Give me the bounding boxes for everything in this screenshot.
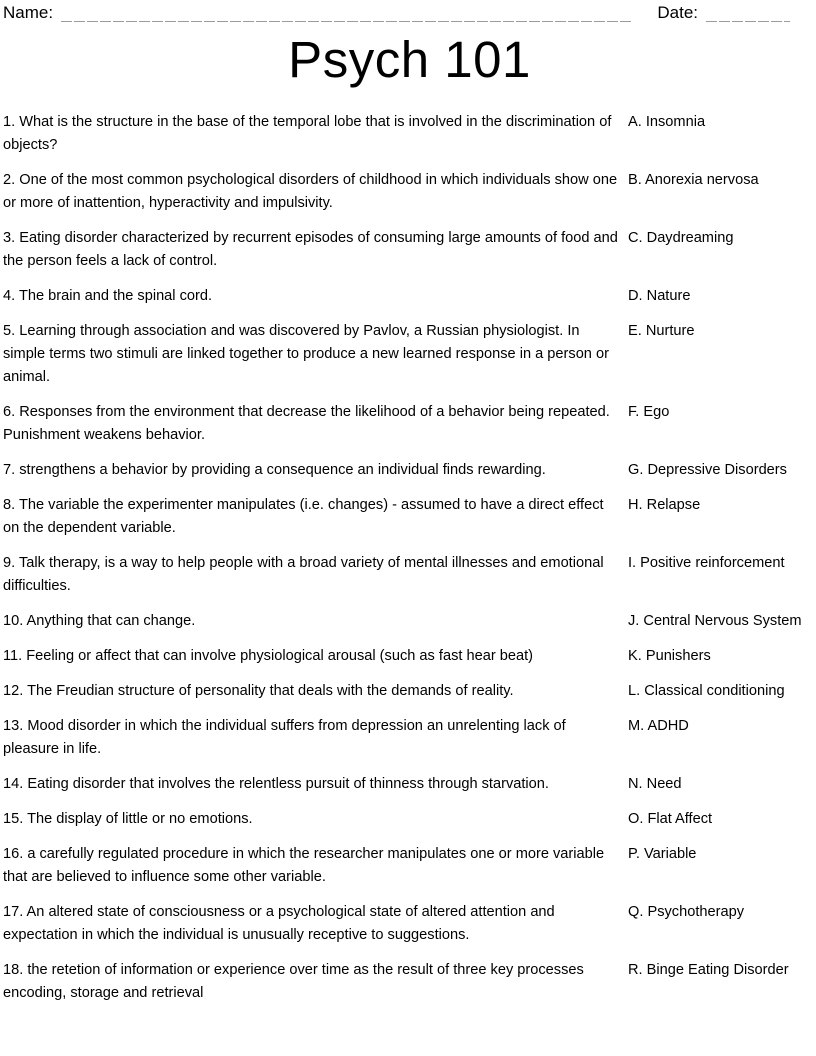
question-text: 13. Mood disorder in which the individual suffers from depression an unrelenting lack of pleasure in life. — [3, 718, 566, 757]
match-row — [3, 552, 816, 598]
match-row — [3, 901, 816, 947]
matching-list — [3, 111, 816, 1005]
answer-option: K. Punishers — [628, 648, 711, 664]
page-title: Psych 101 — [288, 31, 531, 88]
name-label: Name: — [3, 3, 54, 22]
question-text: 16. a carefully regulated procedure in which the researcher manipulates one or more variable that are believed to influence some other variable. — [3, 846, 605, 885]
question-text: 8. The variable the experimenter manipulates (i.e. changes) - assumed to have a direct effect on the dependent variable. — [3, 497, 604, 536]
answer-option: F. Ego — [628, 404, 670, 420]
match-row — [3, 959, 816, 1005]
answer-option: R. Binge Eating Disorder — [628, 962, 789, 978]
match-row — [3, 494, 816, 540]
answer-option: N. Need — [628, 776, 682, 792]
date-label: Date: — [657, 3, 698, 22]
date-blank-line[interactable] — [706, 4, 790, 22]
question-text: 7. strengthens a behavior by providing a consequence an individual finds rewarding. — [3, 462, 546, 478]
match-row — [3, 645, 816, 668]
answer-option: E. Nurture — [628, 323, 695, 339]
match-row — [3, 459, 816, 482]
question-text: 17. An altered state of consciousness or a psychological state of altered attention and expectation in which the individual is unusually receptive to suggestions. — [3, 904, 555, 943]
match-row — [3, 680, 816, 703]
match-row — [3, 808, 816, 831]
question-text: 14. Eating disorder that involves the relentless pursuit of thinness through starvation. — [3, 776, 549, 792]
match-row — [3, 773, 816, 796]
match-row — [3, 227, 816, 273]
answer-option: Q. Psychotherapy — [628, 904, 744, 920]
answer-option: L. Classical conditioning — [628, 683, 785, 699]
question-text: 18. the retetion of information or experience over time as the result of three key processes encoding, storage and retrieval — [3, 962, 584, 1001]
name-date-header — [3, 3, 816, 23]
match-row — [3, 169, 816, 215]
match-row — [3, 715, 816, 761]
question-text: 2. One of the most common psychological disorders of childhood in which individuals show one or more of inattention, hyperactivity and impulsivity. — [3, 172, 618, 211]
match-row — [3, 111, 816, 157]
match-row — [3, 401, 816, 447]
answer-option: G. Depressive Disorders — [628, 462, 787, 478]
question-text: 10. Anything that can change. — [3, 613, 196, 629]
match-row — [3, 320, 816, 389]
name-blank-line[interactable] — [61, 4, 633, 22]
answer-option: B. Anorexia nervosa — [628, 172, 759, 188]
question-text: 3. Eating disorder characterized by recurrent episodes of consuming large amounts of food and the person feels a lack of control. — [3, 230, 618, 269]
question-text: 1. What is the structure in the base of the temporal lobe that is involved in the discrimination of objects? — [3, 114, 612, 153]
match-row — [3, 843, 816, 889]
answer-option: D. Nature — [628, 288, 691, 304]
match-row — [3, 610, 816, 633]
answer-option: M. ADHD — [628, 718, 689, 734]
answer-option: A. Insomnia — [628, 114, 706, 130]
answer-option: C. Daydreaming — [628, 230, 734, 246]
question-text: 6. Responses from the environment that decrease the likelihood of a behavior being repeated. Punishment weakens behavior. — [3, 404, 610, 443]
question-text: 4. The brain and the spinal cord. — [3, 288, 213, 304]
answer-option: I. Positive reinforcement — [628, 555, 785, 571]
answer-option: P. Variable — [628, 846, 697, 862]
question-text: 9. Talk therapy, is a way to help people with a broad variety of mental illnesses and emotional difficulties. — [3, 555, 604, 594]
question-text: 12. The Freudian structure of personality that deals with the demands of reality. — [3, 683, 514, 699]
answer-option: H. Relapse — [628, 497, 701, 513]
question-text: 15. The display of little or no emotions. — [3, 811, 253, 827]
question-text: 11. Feeling or affect that can involve physiological arousal (such as fast hear beat) — [3, 648, 533, 664]
match-row — [3, 285, 816, 308]
question-text: 5. Learning through association and was discovered by Pavlov, a Russian physiologist. In simple terms two stimuli are linked together to produce a new learned response in a person or animal. — [3, 323, 609, 385]
answer-option: J. Central Nervous System — [628, 613, 802, 629]
answer-option: O. Flat Affect — [628, 811, 713, 827]
